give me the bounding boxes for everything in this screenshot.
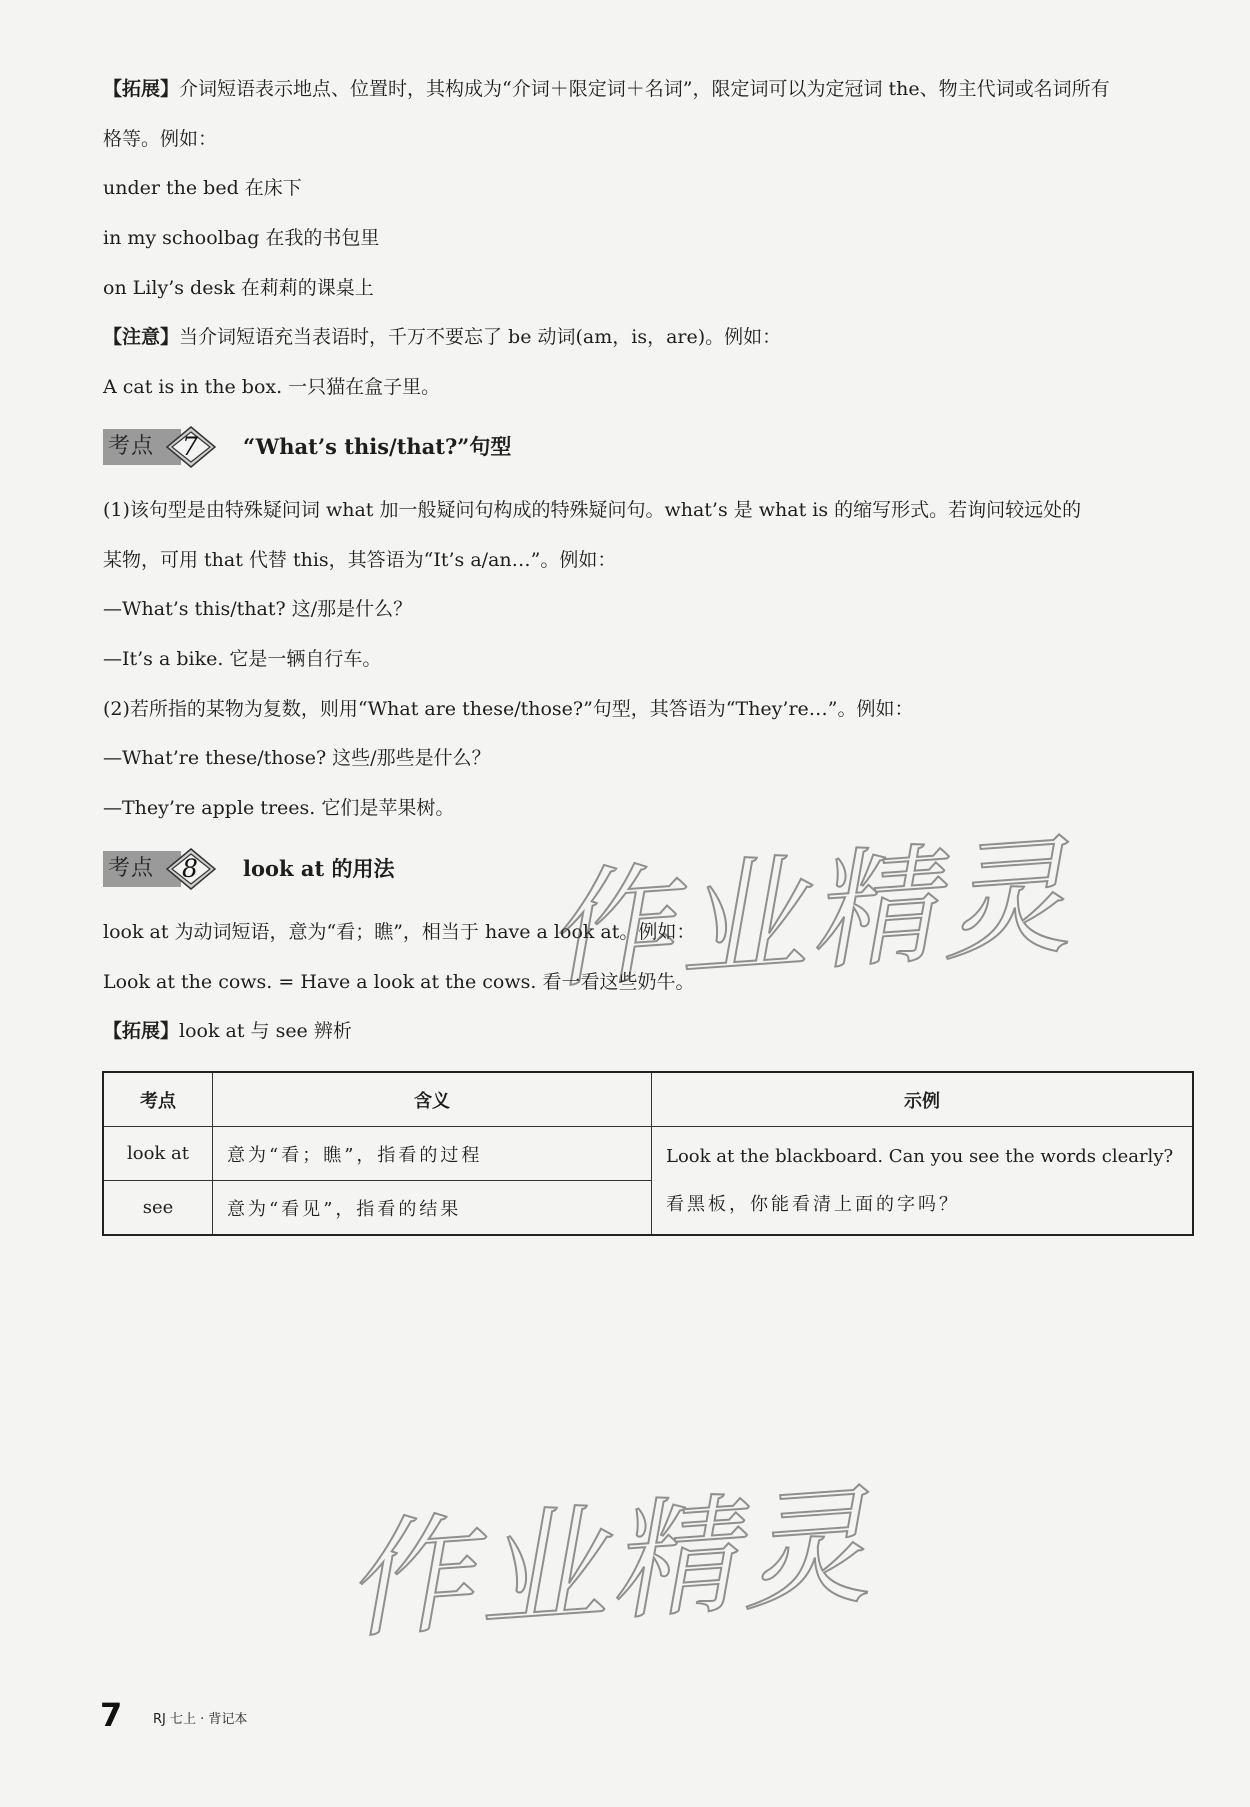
comparison-table	[102, 1071, 1194, 1236]
section-8-example: Look at the cows. = Have a look at the cows. 看一看这些奶牛。	[103, 971, 695, 993]
badge-label: 考点	[108, 434, 155, 459]
table-cell-term: see	[103, 1181, 213, 1236]
badge-number: 7	[182, 432, 198, 461]
expand-line-2: 格等。例如：	[103, 128, 218, 150]
table-header: 考点	[103, 1072, 213, 1127]
dialogue-answer: —It’s a bike. 它是一辆自行车。	[103, 648, 382, 670]
section-7-p2: (2)若所指的某物为复数，则用“What are these/those?”句型，其答语为“They’re…”。例如：	[103, 698, 914, 720]
section-7-heading	[103, 426, 1103, 468]
table-cell-meaning: 意为“看见”，指看的结果	[213, 1181, 652, 1236]
note-tag: 【注意】	[103, 326, 180, 348]
watermark: 作业精灵	[540, 821, 1078, 1008]
expand-tag: 【拓展】	[103, 78, 180, 100]
note-text: 当介词短语充当表语时，千万不要忘了 be 动词(am，is，are)。例如：	[179, 326, 782, 348]
dialogue-question: —What’re these/those? 这些/那些是什么？	[103, 747, 491, 769]
section-8-title: look at 的用法	[243, 856, 395, 881]
expand-text: look at 与 see 辨析	[179, 1020, 352, 1042]
section-7-p1-line1: (1)该句型是由特殊疑问词 what 加一般疑问句构成的特殊疑问句。what’s 是 what is 的缩写形式。若询问较远处的	[103, 499, 1082, 521]
table-header: 含义	[213, 1072, 652, 1127]
dialogue-answer: —They’re apple trees. 它们是苹果树。	[103, 797, 455, 819]
section-7-p1-line2: 某物，可用 that 代替 this，其答语为“It’s a/an…”。例如：	[103, 549, 617, 571]
expand-line-1	[103, 76, 1198, 102]
table-header-row	[103, 1072, 1193, 1127]
example-chinese: 看黑板，你能看清上面的字吗？	[666, 1193, 960, 1215]
badge-number: 8	[182, 854, 198, 883]
table-cell-example	[652, 1127, 1194, 1236]
table-header: 示例	[652, 1072, 1194, 1127]
section-7-badge	[103, 426, 217, 468]
note-line	[103, 324, 1198, 350]
section-8-badge	[103, 848, 217, 890]
watermark: 作业精灵	[340, 1471, 878, 1658]
example-line: on Lily’s desk 在莉莉的课桌上	[103, 277, 374, 299]
table-row	[103, 1127, 1193, 1181]
table-cell-meaning: 意为“看；瞧”，指看的过程	[213, 1127, 652, 1181]
example-english: Look at the blackboard. Can you see the words clearly?	[666, 1145, 1174, 1167]
table-cell-term: look at	[103, 1127, 213, 1181]
page-number: 7	[100, 1696, 123, 1734]
footer-text: RJ 七上 · 背记本	[153, 1712, 248, 1727]
example-line: in my schoolbag 在我的书包里	[103, 227, 380, 249]
expand-text: 介词短语表示地点、位置时，其构成为“介词＋限定词＋名词”，限定词可以为定冠词 the、物主代词或名词所有	[179, 78, 1110, 100]
dialogue-question: —What’s this/that? 这/那是什么？	[103, 598, 413, 620]
example-line: under the bed 在床下	[103, 177, 302, 199]
badge-label: 考点	[108, 856, 155, 881]
section-7-title: “What’s this/that?”句型	[243, 434, 512, 459]
note-example: A cat is in the box. 一只猫在盒子里。	[103, 376, 441, 398]
expand-tag: 【拓展】	[103, 1020, 180, 1042]
section-8-p1: look at 为动词短语，意为“看；瞧”，相当于 have a look at。例如：	[103, 921, 696, 943]
section-8-expand	[103, 1018, 1198, 1044]
